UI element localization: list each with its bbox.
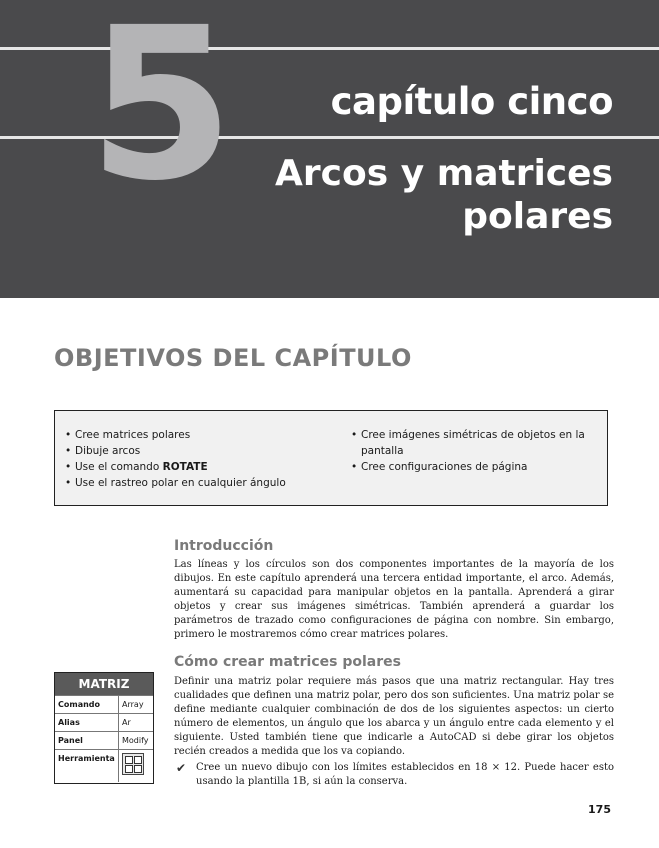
sidebox-row [55, 749, 153, 782]
sidebox-value: Modify [122, 736, 149, 745]
sidebox-title: MATRIZ [55, 673, 153, 695]
chapter-label: capítulo cinco [330, 80, 613, 123]
objective-item: • Cree matrices polares [65, 427, 335, 443]
command-sidebox [54, 672, 154, 784]
intro-heading: Introducción [174, 538, 274, 554]
objectives-left-list [65, 427, 335, 491]
chapter-banner [0, 0, 659, 298]
sidebox-value [119, 750, 153, 782]
page-number: 175 [588, 803, 611, 816]
sidebox-key: Panel [55, 732, 119, 749]
objectives-right-list [351, 427, 591, 475]
sidebox-row [55, 695, 153, 713]
section-paragraph: Definir una matriz polar requiere más pasos que una matriz rectangular. Hay tres cualidades que definen una matriz polar, pero dos son suficientes. Una matriz polar se define mediante cualquier combinación de dos de los siguientes aspectos: un cierto número de elementos, un ángulo que los abarca y un ángulo entre cada elemento y el siguiente. Usted también tiene que indicarle a AutoCAD si debe girar los objetos recién creados a medida que los va copiando. [174, 676, 614, 757]
check-item-text: Cree un nuevo dibujo con los límites establecidos en 18 × 12. Puede hacer esto usando la plantilla 1B, si aún la conserva. [196, 762, 614, 787]
check-item [174, 761, 614, 789]
objective-item: • Use el rastreo polar en cualquier ángulo [65, 475, 335, 491]
objectives-box [54, 410, 608, 506]
sidebox-key: Comando [55, 696, 119, 713]
objective-item: • Dibuje arcos [65, 443, 335, 459]
chapter-title-line2: polares [462, 196, 613, 237]
chapter-title [193, 152, 613, 238]
section-heading: Cómo crear matrices polares [174, 654, 401, 670]
sidebox-row [55, 713, 153, 731]
sidebox-value: Array [122, 700, 144, 709]
sidebox-key: Herramienta [55, 750, 119, 782]
sidebox-key: Alias [55, 714, 119, 731]
chapter-number: 5 [88, 0, 235, 227]
objectives-heading: OBJETIVOS DEL CAPÍTULO [54, 344, 412, 372]
checkmark-icon: ✔ [176, 761, 187, 775]
objective-item: • Use el comando ROTATE [65, 459, 335, 475]
sidebox-value: Ar [122, 718, 131, 727]
chapter-title-line1: Arcos y matrices [275, 153, 613, 194]
objective-item: • Cree imágenes simétricas de objetos en la pantalla [351, 427, 591, 459]
array-tool-icon [122, 753, 144, 775]
objective-item: • Cree configuraciones de página [351, 459, 591, 475]
sidebox-row [55, 731, 153, 749]
intro-paragraph: Las líneas y los círculos son dos componentes importantes de la mayoría de los dibujos. En este capítulo aprenderá una tercera entidad importante, el arco. Además, aumentará su capacidad para manipular objetos en la pantalla. Aprenderá a girar objetos y crear sus imágenes simétricas. También aprenderá a guardar los parámetros de trazado como configuraciones de página con nombre. Sin embargo, primero le mostraremos cómo crear matrices polares. [174, 559, 614, 640]
